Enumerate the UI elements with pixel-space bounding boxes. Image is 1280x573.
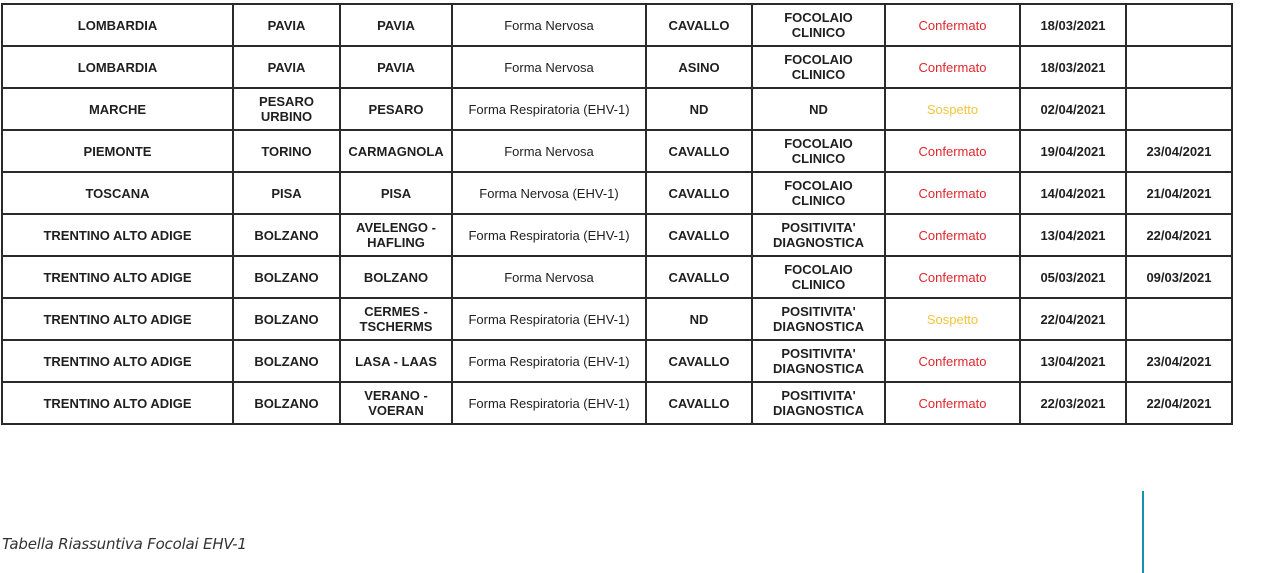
cell-data-inizio: 02/04/2021	[1020, 88, 1126, 130]
cell-data-fine: 22/04/2021	[1126, 382, 1232, 424]
cell-specie: CAVALLO	[646, 4, 752, 46]
cell-data-inizio: 19/04/2021	[1020, 130, 1126, 172]
cell-stato: Confermato	[885, 256, 1020, 298]
table-row	[2, 88, 1232, 130]
cell-specie: CAVALLO	[646, 340, 752, 382]
cell-provincia: BOLZANO	[233, 382, 340, 424]
cell-provincia: BOLZANO	[233, 340, 340, 382]
cell-specie: CAVALLO	[646, 214, 752, 256]
cell-provincia: PISA	[233, 172, 340, 214]
cell-regione: TRENTINO ALTO ADIGE	[2, 298, 233, 340]
cell-provincia: BOLZANO	[233, 256, 340, 298]
cell-specie: ND	[646, 298, 752, 340]
cell-data-inizio: 22/03/2021	[1020, 382, 1126, 424]
cell-regione: TRENTINO ALTO ADIGE	[2, 340, 233, 382]
cell-tipo: FOCOLAIO CLINICO	[752, 130, 885, 172]
table-row	[2, 298, 1232, 340]
cell-regione: MARCHE	[2, 88, 233, 130]
cell-comune: CARMAGNOLA	[340, 130, 452, 172]
cell-data-fine	[1126, 88, 1232, 130]
table-row	[2, 214, 1232, 256]
table-row	[2, 172, 1232, 214]
cell-regione: TRENTINO ALTO ADIGE	[2, 214, 233, 256]
cell-stato: Confermato	[885, 130, 1020, 172]
cell-comune: PISA	[340, 172, 452, 214]
cell-regione: TOSCANA	[2, 172, 233, 214]
cell-comune: BOLZANO	[340, 256, 452, 298]
cell-data-fine: 09/03/2021	[1126, 256, 1232, 298]
cell-tipo: FOCOLAIO CLINICO	[752, 46, 885, 88]
cell-provincia: PAVIA	[233, 4, 340, 46]
cell-tipo: POSITIVITA' DIAGNOSTICA	[752, 340, 885, 382]
cell-regione: PIEMONTE	[2, 130, 233, 172]
cell-provincia: PESARO URBINO	[233, 88, 340, 130]
cell-tipo: ND	[752, 88, 885, 130]
cell-stato: Confermato	[885, 382, 1020, 424]
table-row	[2, 4, 1232, 46]
cell-forma: Forma Nervosa	[452, 4, 646, 46]
table-body	[2, 4, 1232, 424]
cell-data-fine	[1126, 298, 1232, 340]
cell-forma: Forma Respiratoria (EHV-1)	[452, 382, 646, 424]
cell-specie: ND	[646, 88, 752, 130]
cell-data-inizio: 05/03/2021	[1020, 256, 1126, 298]
cell-tipo: POSITIVITA' DIAGNOSTICA	[752, 298, 885, 340]
cell-specie: CAVALLO	[646, 130, 752, 172]
cell-specie: ASINO	[646, 46, 752, 88]
cell-specie: CAVALLO	[646, 172, 752, 214]
cell-data-fine: 23/04/2021	[1126, 340, 1232, 382]
cell-regione: LOMBARDIA	[2, 4, 233, 46]
table-row	[2, 130, 1232, 172]
cell-provincia: TORINO	[233, 130, 340, 172]
cell-regione: TRENTINO ALTO ADIGE	[2, 382, 233, 424]
cell-data-fine	[1126, 4, 1232, 46]
cell-data-inizio: 18/03/2021	[1020, 4, 1126, 46]
cell-stato: Sospetto	[885, 88, 1020, 130]
cell-stato: Sospetto	[885, 298, 1020, 340]
cell-provincia: BOLZANO	[233, 214, 340, 256]
cell-data-inizio: 13/04/2021	[1020, 340, 1126, 382]
cell-stato: Confermato	[885, 172, 1020, 214]
cell-regione: TRENTINO ALTO ADIGE	[2, 256, 233, 298]
cell-tipo: POSITIVITA' DIAGNOSTICA	[752, 382, 885, 424]
cell-provincia: BOLZANO	[233, 298, 340, 340]
cell-comune: VERANO - VOERAN	[340, 382, 452, 424]
cell-forma: Forma Nervosa	[452, 256, 646, 298]
text-cursor	[1142, 491, 1144, 573]
cell-regione: LOMBARDIA	[2, 46, 233, 88]
cell-forma: Forma Respiratoria (EHV-1)	[452, 298, 646, 340]
table-row	[2, 382, 1232, 424]
cell-stato: Confermato	[885, 4, 1020, 46]
cell-comune: PESARO	[340, 88, 452, 130]
cell-stato: Confermato	[885, 340, 1020, 382]
cell-stato: Confermato	[885, 46, 1020, 88]
cell-comune: LASA - LAAS	[340, 340, 452, 382]
cell-tipo: FOCOLAIO CLINICO	[752, 4, 885, 46]
cell-comune: PAVIA	[340, 46, 452, 88]
cell-data-inizio: 13/04/2021	[1020, 214, 1126, 256]
cell-forma: Forma Respiratoria (EHV-1)	[452, 214, 646, 256]
cell-specie: CAVALLO	[646, 382, 752, 424]
table-row	[2, 340, 1232, 382]
cell-forma: Forma Nervosa	[452, 46, 646, 88]
cell-forma: Forma Respiratoria (EHV-1)	[452, 88, 646, 130]
table-row	[2, 256, 1232, 298]
cell-tipo: FOCOLAIO CLINICO	[752, 172, 885, 214]
cell-data-fine	[1126, 46, 1232, 88]
cell-comune: AVELENGO - HAFLING	[340, 214, 452, 256]
cell-specie: CAVALLO	[646, 256, 752, 298]
cell-data-fine: 21/04/2021	[1126, 172, 1232, 214]
cell-tipo: POSITIVITA' DIAGNOSTICA	[752, 214, 885, 256]
cell-comune: PAVIA	[340, 4, 452, 46]
cell-comune: CERMES - TSCHERMS	[340, 298, 452, 340]
cell-forma: Forma Nervosa (EHV-1)	[452, 172, 646, 214]
cell-forma: Forma Nervosa	[452, 130, 646, 172]
cell-data-inizio: 22/04/2021	[1020, 298, 1126, 340]
cell-provincia: PAVIA	[233, 46, 340, 88]
table-row	[2, 46, 1232, 88]
cell-data-inizio: 18/03/2021	[1020, 46, 1126, 88]
table-caption: Tabella Riassuntiva Focolai EHV-1	[2, 535, 247, 553]
cell-tipo: FOCOLAIO CLINICO	[752, 256, 885, 298]
cell-data-fine: 23/04/2021	[1126, 130, 1232, 172]
cell-data-inizio: 14/04/2021	[1020, 172, 1126, 214]
outbreaks-table	[1, 3, 1233, 425]
cell-forma: Forma Respiratoria (EHV-1)	[452, 340, 646, 382]
cell-stato: Confermato	[885, 214, 1020, 256]
cell-data-fine: 22/04/2021	[1126, 214, 1232, 256]
